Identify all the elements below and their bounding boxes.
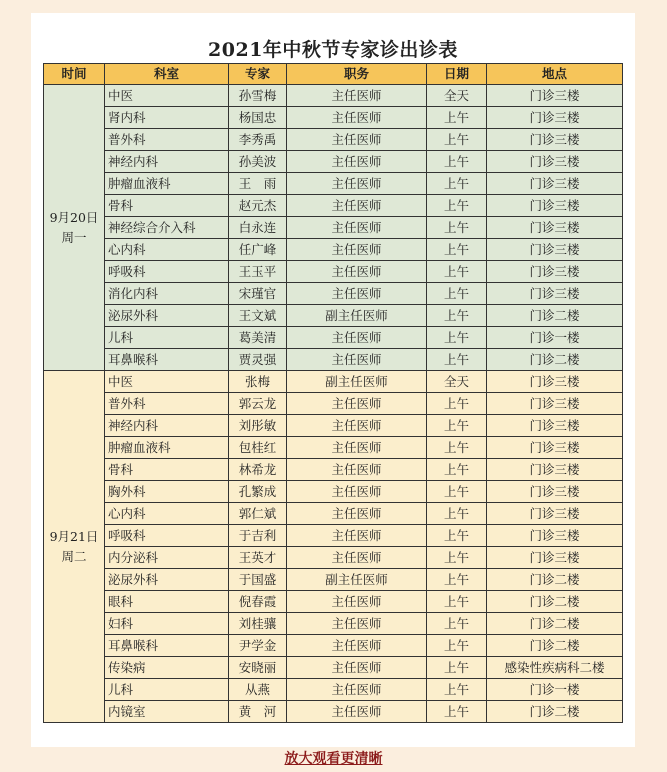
expert-cell: 王 雨 (229, 173, 287, 195)
table-row (44, 371, 623, 393)
date-label: 9月21日 (49, 528, 99, 544)
position-cell: 主任医师 (287, 437, 427, 459)
period-cell: 上午 (427, 415, 487, 437)
expert-cell: 包桂红 (229, 437, 287, 459)
header-position: 职务 (287, 64, 427, 85)
location-cell: 门诊三楼 (487, 239, 623, 261)
expert-cell: 王玉平 (229, 261, 287, 283)
department-cell: 心内科 (105, 503, 229, 525)
period-cell: 上午 (427, 393, 487, 415)
table-row (44, 569, 623, 591)
position-cell: 主任医师 (287, 481, 427, 503)
location-cell: 门诊三楼 (487, 503, 623, 525)
position-cell: 副主任医师 (287, 371, 427, 393)
table-row (44, 701, 623, 723)
expert-cell: 孙美波 (229, 151, 287, 173)
schedule-table (43, 63, 623, 723)
date-cell (44, 371, 105, 723)
location-cell: 门诊二楼 (487, 591, 623, 613)
table-row (44, 591, 623, 613)
expert-cell: 张梅 (229, 371, 287, 393)
expert-cell: 林希龙 (229, 459, 287, 481)
department-cell: 呼吸科 (105, 261, 229, 283)
location-cell: 门诊三楼 (487, 129, 623, 151)
position-cell: 主任医师 (287, 283, 427, 305)
expert-cell: 倪春霞 (229, 591, 287, 613)
expert-cell: 李秀禹 (229, 129, 287, 151)
department-cell: 肾内科 (105, 107, 229, 129)
location-cell: 门诊三楼 (487, 437, 623, 459)
table-row (44, 107, 623, 129)
department-cell: 儿科 (105, 679, 229, 701)
table-row (44, 503, 623, 525)
period-cell: 上午 (427, 635, 487, 657)
location-cell: 门诊二楼 (487, 701, 623, 723)
period-cell: 上午 (427, 173, 487, 195)
period-cell: 上午 (427, 349, 487, 371)
table-row (44, 129, 623, 151)
weekday-label: 周一 (61, 229, 87, 245)
department-cell: 耳鼻喉科 (105, 635, 229, 657)
date-label: 9月20日 (49, 209, 99, 225)
period-cell: 上午 (427, 657, 487, 679)
department-cell: 眼科 (105, 591, 229, 613)
position-cell: 主任医师 (287, 459, 427, 481)
position-cell: 主任医师 (287, 547, 427, 569)
position-cell: 主任医师 (287, 195, 427, 217)
period-cell: 上午 (427, 195, 487, 217)
position-cell: 主任医师 (287, 261, 427, 283)
department-cell: 泌尿外科 (105, 305, 229, 327)
expert-cell: 任广峰 (229, 239, 287, 261)
expert-cell: 郭云龙 (229, 393, 287, 415)
table-row (44, 547, 623, 569)
department-cell: 神经内科 (105, 151, 229, 173)
period-cell: 上午 (427, 261, 487, 283)
table-row (44, 195, 623, 217)
department-cell: 呼吸科 (105, 525, 229, 547)
position-cell: 主任医师 (287, 591, 427, 613)
period-cell: 上午 (427, 217, 487, 239)
location-cell: 门诊二楼 (487, 305, 623, 327)
table-header-row (44, 64, 623, 85)
table-row (44, 283, 623, 305)
expert-cell: 安晓丽 (229, 657, 287, 679)
table-row (44, 437, 623, 459)
header-expert: 专家 (229, 64, 287, 85)
table-row (44, 305, 623, 327)
department-cell: 肿瘤血液科 (105, 437, 229, 459)
department-cell: 内镜室 (105, 701, 229, 723)
table-row (44, 481, 623, 503)
department-cell: 内分泌科 (105, 547, 229, 569)
period-cell: 上午 (427, 459, 487, 481)
table-row (44, 261, 623, 283)
location-cell: 门诊二楼 (487, 569, 623, 591)
location-cell: 门诊三楼 (487, 217, 623, 239)
expert-cell: 郭仁斌 (229, 503, 287, 525)
expert-cell: 贾灵强 (229, 349, 287, 371)
expert-cell: 刘桂骧 (229, 613, 287, 635)
department-cell: 肿瘤血液科 (105, 173, 229, 195)
location-cell: 门诊三楼 (487, 459, 623, 481)
table-row (44, 217, 623, 239)
position-cell: 副主任医师 (287, 305, 427, 327)
position-cell: 主任医师 (287, 107, 427, 129)
position-cell: 主任医师 (287, 613, 427, 635)
period-cell: 上午 (427, 151, 487, 173)
department-cell: 中医 (105, 85, 229, 107)
table-row (44, 657, 623, 679)
position-cell: 主任医师 (287, 679, 427, 701)
department-cell: 耳鼻喉科 (105, 349, 229, 371)
position-cell: 主任医师 (287, 701, 427, 723)
period-cell: 上午 (427, 129, 487, 151)
location-cell: 门诊二楼 (487, 613, 623, 635)
period-cell: 上午 (427, 591, 487, 613)
position-cell: 主任医师 (287, 327, 427, 349)
expert-cell: 孙雪梅 (229, 85, 287, 107)
schedule-panel (31, 13, 635, 747)
period-cell: 上午 (427, 525, 487, 547)
period-cell: 全天 (427, 371, 487, 393)
period-cell: 上午 (427, 107, 487, 129)
period-cell: 上午 (427, 239, 487, 261)
table-row (44, 459, 623, 481)
department-cell: 神经内科 (105, 415, 229, 437)
department-cell: 妇科 (105, 613, 229, 635)
period-cell: 上午 (427, 503, 487, 525)
expert-cell: 王英才 (229, 547, 287, 569)
expert-cell: 葛美清 (229, 327, 287, 349)
weekday-label: 周二 (61, 548, 87, 564)
header-time: 时间 (44, 64, 105, 85)
location-cell: 门诊三楼 (487, 261, 623, 283)
location-cell: 门诊一楼 (487, 679, 623, 701)
position-cell: 主任医师 (287, 503, 427, 525)
expert-cell: 杨国忠 (229, 107, 287, 129)
expert-cell: 赵元杰 (229, 195, 287, 217)
period-cell: 上午 (427, 547, 487, 569)
expert-cell: 孔繁成 (229, 481, 287, 503)
period-cell: 上午 (427, 305, 487, 327)
department-cell: 心内科 (105, 239, 229, 261)
expert-cell: 宋瑾官 (229, 283, 287, 305)
position-cell: 主任医师 (287, 393, 427, 415)
period-cell: 上午 (427, 283, 487, 305)
expert-cell: 白永连 (229, 217, 287, 239)
location-cell: 门诊三楼 (487, 85, 623, 107)
table-row (44, 173, 623, 195)
expert-cell: 于国盛 (229, 569, 287, 591)
table-row (44, 613, 623, 635)
location-cell: 门诊三楼 (487, 107, 623, 129)
table-row (44, 151, 623, 173)
location-cell: 门诊三楼 (487, 393, 623, 415)
table-row (44, 635, 623, 657)
position-cell: 主任医师 (287, 349, 427, 371)
position-cell: 副主任医师 (287, 569, 427, 591)
department-cell: 胸外科 (105, 481, 229, 503)
location-cell: 门诊二楼 (487, 349, 623, 371)
header-location: 地点 (487, 64, 623, 85)
location-cell: 门诊三楼 (487, 195, 623, 217)
expert-cell: 刘彤敏 (229, 415, 287, 437)
table-row (44, 85, 623, 107)
header-department: 科室 (105, 64, 229, 85)
department-cell: 骨科 (105, 195, 229, 217)
period-cell: 上午 (427, 327, 487, 349)
period-cell: 上午 (427, 701, 487, 723)
location-cell: 门诊一楼 (487, 327, 623, 349)
location-cell: 门诊三楼 (487, 371, 623, 393)
table-row (44, 415, 623, 437)
position-cell: 主任医师 (287, 415, 427, 437)
department-cell: 泌尿外科 (105, 569, 229, 591)
expert-cell: 王文斌 (229, 305, 287, 327)
department-cell: 儿科 (105, 327, 229, 349)
expert-cell: 尹学金 (229, 635, 287, 657)
position-cell: 主任医师 (287, 657, 427, 679)
table-row (44, 327, 623, 349)
location-cell: 门诊三楼 (487, 151, 623, 173)
location-cell: 门诊三楼 (487, 481, 623, 503)
department-cell: 消化内科 (105, 283, 229, 305)
period-cell: 上午 (427, 481, 487, 503)
position-cell: 主任医师 (287, 85, 427, 107)
position-cell: 主任医师 (287, 217, 427, 239)
header-date: 日期 (427, 64, 487, 85)
expert-cell: 从燕 (229, 679, 287, 701)
date-cell (44, 85, 105, 371)
enlarge-view-link[interactable]: 放大观看更清晰 (284, 751, 383, 767)
department-cell: 中医 (105, 371, 229, 393)
location-cell: 门诊三楼 (487, 547, 623, 569)
location-cell: 门诊二楼 (487, 635, 623, 657)
location-cell: 感染性疾病科二楼 (487, 657, 623, 679)
location-cell: 门诊三楼 (487, 283, 623, 305)
position-cell: 主任医师 (287, 173, 427, 195)
period-cell: 上午 (427, 569, 487, 591)
expert-cell: 于吉利 (229, 525, 287, 547)
location-cell: 门诊三楼 (487, 173, 623, 195)
location-cell: 门诊三楼 (487, 415, 623, 437)
period-cell: 上午 (427, 613, 487, 635)
table-row (44, 679, 623, 701)
period-cell: 上午 (427, 679, 487, 701)
table-row (44, 393, 623, 415)
department-cell: 神经综合介入科 (105, 217, 229, 239)
department-cell: 传染病 (105, 657, 229, 679)
table-row (44, 349, 623, 371)
table-row (44, 239, 623, 261)
department-cell: 骨科 (105, 459, 229, 481)
period-cell: 全天 (427, 85, 487, 107)
position-cell: 主任医师 (287, 525, 427, 547)
table-row (44, 525, 623, 547)
location-cell: 门诊三楼 (487, 525, 623, 547)
department-cell: 普外科 (105, 393, 229, 415)
department-cell: 普外科 (105, 129, 229, 151)
position-cell: 主任医师 (287, 151, 427, 173)
period-cell: 上午 (427, 437, 487, 459)
expert-cell: 黄 河 (229, 701, 287, 723)
page-title: 2021年中秋节专家诊出诊表 (208, 39, 458, 61)
position-cell: 主任医师 (287, 129, 427, 151)
position-cell: 主任医师 (287, 635, 427, 657)
position-cell: 主任医师 (287, 239, 427, 261)
